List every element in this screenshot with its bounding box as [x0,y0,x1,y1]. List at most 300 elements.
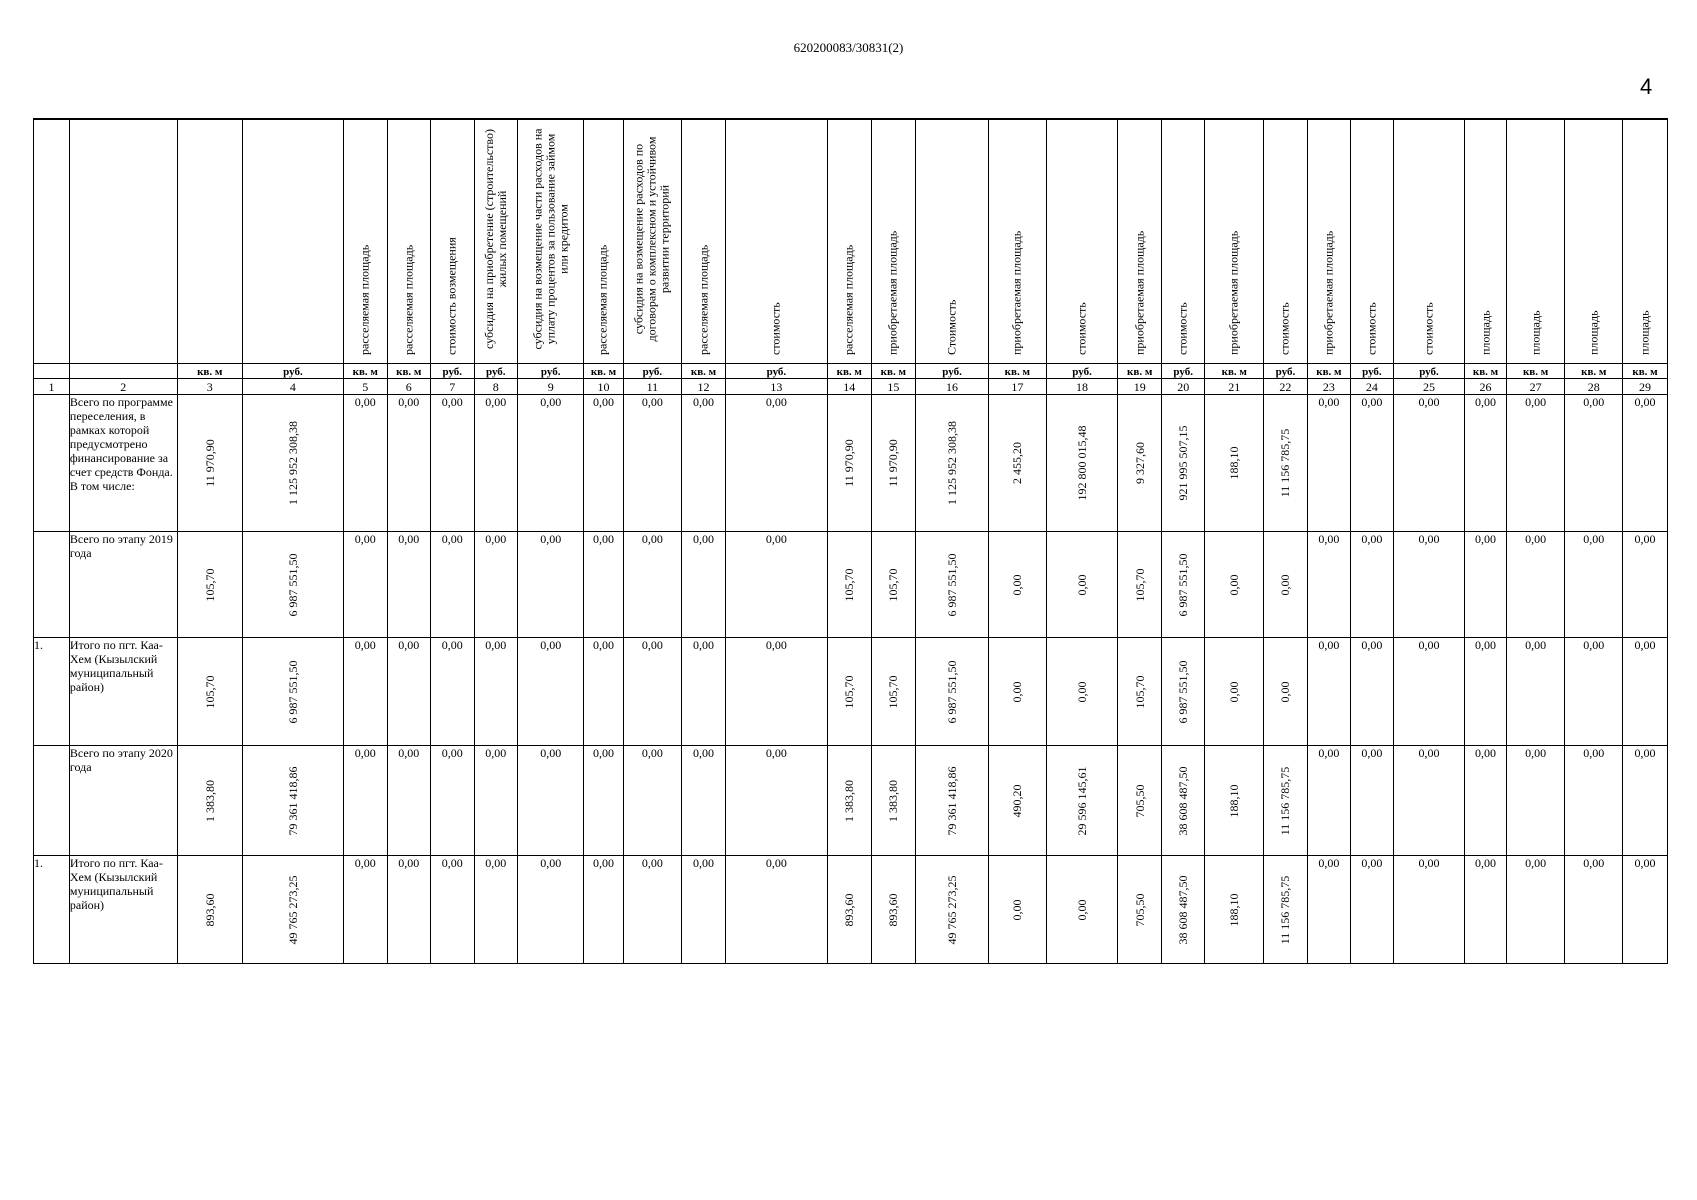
zero-value: 0,00 [474,532,518,638]
column-number: 6 [387,379,431,395]
zero-value: 0,00 [623,638,682,746]
column-header-8 [474,119,518,364]
column-number: 11 [623,379,682,395]
unit-cell: руб. [725,364,827,379]
column-header-label: расселяемая площадь [401,244,416,355]
zero-value: 0,00 [584,638,623,746]
column-header-14 [828,119,872,364]
zero-value: 0,00 [623,395,682,532]
zero-value: 0,00 [1307,638,1351,746]
row-label: Всего по программе переселения, в рамках которой предусмотрено финансирование за счет средств Фонда. В том числе: [69,395,177,532]
column-number: 8 [474,379,518,395]
column-number: 15 [871,379,916,395]
value: 105,70 [1132,568,1147,601]
cell-c21 [1205,395,1264,532]
cell-c17 [988,856,1046,964]
cell-c14 [828,638,872,746]
value: 490,20 [1010,784,1025,817]
column-header-label: расселяемая площадь [357,244,372,355]
column-header-27 [1506,119,1565,364]
unit-cell: руб. [1161,364,1205,379]
column-header-22 [1264,119,1308,364]
column-header-17 [988,119,1046,364]
zero-value: 0,00 [431,746,475,856]
column-header-label: стоимость [1364,302,1379,355]
column-header-29 [1623,119,1668,364]
column-number: 25 [1393,379,1465,395]
zero-value: 0,00 [682,638,726,746]
column-header-23 [1307,119,1351,364]
unit-cell: руб. [518,364,584,379]
zero-value: 0,00 [1393,638,1465,746]
unit-cell: кв. м [682,364,726,379]
column-header-label: площадь [1528,310,1543,355]
column-header-label: Стоимость [944,299,959,355]
value: 11 970,90 [842,439,857,487]
cell-c21 [1205,856,1264,964]
value: 705,50 [1132,893,1147,926]
value: 921 995 507,15 [1176,425,1191,501]
row-index [34,532,70,638]
zero-value: 0,00 [1565,638,1623,746]
zero-value: 0,00 [474,638,518,746]
unit-cell: руб. [623,364,682,379]
value: 0,00 [1075,574,1090,595]
zero-value: 0,00 [1307,856,1351,964]
zero-value: 0,00 [1307,395,1351,532]
zero-value: 0,00 [1623,532,1668,638]
column-number: 14 [828,379,872,395]
table-row [34,746,1668,856]
zero-value: 0,00 [1351,856,1393,964]
zero-value: 0,00 [431,532,475,638]
value: 0,00 [1278,574,1293,595]
cell-c17 [988,746,1046,856]
zero-value: 0,00 [1565,746,1623,856]
zero-value: 0,00 [725,746,827,856]
unit-cell: кв. м [1506,364,1565,379]
value: 705,50 [1132,784,1147,817]
column-header-16 [916,119,989,364]
zero-value: 0,00 [387,638,431,746]
page-number: 4 [1640,74,1653,99]
unit-cell [34,364,70,379]
value: 0,00 [1075,681,1090,702]
value: 105,70 [202,675,217,708]
column-number: 28 [1565,379,1623,395]
unit-cell: руб. [431,364,475,379]
column-number: 16 [916,379,989,395]
cell-c21 [1205,746,1264,856]
column-number: 2 [69,379,177,395]
data-table [33,118,1668,964]
value: 11 156 785,75 [1278,766,1293,835]
zero-value: 0,00 [431,395,475,532]
unit-cell: руб. [916,364,989,379]
value: 9 327,60 [1132,442,1147,484]
cell-c19 [1118,746,1162,856]
cell-c22 [1264,532,1308,638]
value: 29 596 145,61 [1075,766,1090,835]
column-number: 27 [1506,379,1565,395]
value: 1 125 952 308,38 [945,421,960,505]
column-header-label: расселяемая площадь [696,244,711,355]
cell-c22 [1264,856,1308,964]
zero-value: 0,00 [1623,638,1668,746]
column-header-24 [1351,119,1393,364]
zero-value: 0,00 [682,532,726,638]
zero-value: 0,00 [387,395,431,532]
cell-c19 [1118,856,1162,964]
cell-c19 [1118,395,1162,532]
zero-value: 0,00 [1465,532,1506,638]
column-number: 10 [584,379,623,395]
value: 0,00 [1227,681,1242,702]
column-header-5 [344,119,388,364]
cell-c3 [177,638,242,746]
column-header-label: субсидия на возмещение части расходов на уплату процентов за пользование займом или кредитом [530,128,571,350]
zero-value: 0,00 [1623,746,1668,856]
zero-value: 0,00 [584,856,623,964]
cell-c14 [828,532,872,638]
unit-cell: руб. [1264,364,1308,379]
zero-value: 0,00 [725,395,827,532]
zero-value: 0,00 [1351,395,1393,532]
zero-value: 0,00 [1565,856,1623,964]
zero-value: 0,00 [584,532,623,638]
cell-c15 [871,746,916,856]
cell-c22 [1264,638,1308,746]
zero-value: 0,00 [518,638,584,746]
value: 1 125 952 308,38 [285,421,300,505]
zero-value: 0,00 [1465,746,1506,856]
cell-c20 [1161,638,1205,746]
cell-c15 [871,532,916,638]
value: 49 765 273,25 [945,875,960,944]
value: 192 800 015,48 [1075,425,1090,501]
row-label: Всего по этапу 2019 года [69,532,177,638]
row-index: 1. [34,638,70,746]
cell-c20 [1161,856,1205,964]
cell-c15 [871,856,916,964]
zero-value: 0,00 [1393,395,1465,532]
column-header-label: стоимость [768,302,783,355]
cell-c21 [1205,532,1264,638]
cell-c3 [177,856,242,964]
unit-cell: кв. м [1118,364,1162,379]
column-header-12 [682,119,726,364]
zero-value: 0,00 [431,638,475,746]
cell-c18 [1046,856,1118,964]
value: 0,00 [1010,574,1025,595]
unit-cell: кв. м [584,364,623,379]
cell-c17 [988,532,1046,638]
column-number: 19 [1118,379,1162,395]
row-label: Итого по пгт. Каа-Хем (Кызылский муниципальный район) [69,856,177,964]
row-index [34,746,70,856]
zero-value: 0,00 [1393,532,1465,638]
column-number-row [34,379,1668,395]
unit-cell: руб. [1351,364,1393,379]
row-label: Всего по этапу 2020 года [69,746,177,856]
value: 893,60 [202,893,217,926]
column-header-25 [1393,119,1465,364]
value: 893,60 [842,893,857,926]
zero-value: 0,00 [474,746,518,856]
header-row [34,119,1668,364]
column-header-26 [1465,119,1506,364]
row-label: Итого по пгт. Каа-Хем (Кызылский муниципальный район) [69,638,177,746]
value: 38 608 487,50 [1176,766,1191,835]
column-header-21 [1205,119,1264,364]
column-number: 23 [1307,379,1351,395]
value: 188,10 [1227,893,1242,926]
cell-c18 [1046,638,1118,746]
cell-c19 [1118,532,1162,638]
unit-cell: кв. м [344,364,388,379]
value: 105,70 [842,675,857,708]
value: 49 765 273,25 [285,875,300,944]
column-header-label: расселяемая площадь [595,244,610,355]
value: 0,00 [1227,574,1242,595]
cell-c21 [1205,638,1264,746]
cell-c14 [828,395,872,532]
column-header-label: стоимость возмещения [444,237,459,355]
value: 38 608 487,50 [1176,875,1191,944]
zero-value: 0,00 [725,638,827,746]
value: 11 970,90 [886,439,901,487]
zero-value: 0,00 [1307,532,1351,638]
cell-c22 [1264,395,1308,532]
unit-cell: кв. м [988,364,1046,379]
column-header-28 [1565,119,1623,364]
unit-cell: кв. м [1623,364,1668,379]
zero-value: 0,00 [518,746,584,856]
column-number: 3 [177,379,242,395]
zero-value: 0,00 [344,638,388,746]
cell-c4 [242,856,343,964]
column-header-6 [387,119,431,364]
value: 6 987 551,50 [945,553,960,616]
cell-c18 [1046,532,1118,638]
column-header-label: субсидия на возмещение расходов по договорам о комплексном и устойчивом развитии территорий [631,136,672,342]
unit-cell: кв. м [871,364,916,379]
cell-c15 [871,638,916,746]
zero-value: 0,00 [1393,856,1465,964]
value: 6 987 551,50 [945,660,960,723]
column-header-label: приобретаемая площадь [885,230,900,355]
zero-value: 0,00 [1465,395,1506,532]
zero-value: 0,00 [682,746,726,856]
column-header-9 [518,119,584,364]
value: 11 156 785,75 [1278,875,1293,944]
zero-value: 0,00 [725,532,827,638]
unit-cell: кв. м [1307,364,1351,379]
zero-value: 0,00 [623,746,682,856]
value: 105,70 [1132,675,1147,708]
value: 6 987 551,50 [285,553,300,616]
table-row [34,638,1668,746]
zero-value: 0,00 [584,395,623,532]
column-header-label: стоимость [1175,302,1190,355]
zero-value: 0,00 [1506,856,1565,964]
cell-c19 [1118,638,1162,746]
zero-value: 0,00 [1506,532,1565,638]
value: 105,70 [886,568,901,601]
column-number: 5 [344,379,388,395]
cell-c17 [988,395,1046,532]
zero-value: 0,00 [431,856,475,964]
unit-cell [69,364,177,379]
column-header-label: стоимость [1074,302,1089,355]
value: 0,00 [1278,681,1293,702]
zero-value: 0,00 [1506,395,1565,532]
value: 893,60 [886,893,901,926]
column-header-label: приобретаемая площадь [1009,230,1024,355]
zero-value: 0,00 [1351,746,1393,856]
zero-value: 0,00 [682,395,726,532]
zero-value: 0,00 [1506,746,1565,856]
unit-cell: кв. м [1565,364,1623,379]
value: 6 987 551,50 [285,660,300,723]
unit-cell: руб. [242,364,343,379]
cell-c17 [988,638,1046,746]
value: 0,00 [1010,899,1025,920]
unit-row [34,364,1668,379]
column-number: 18 [1046,379,1118,395]
cell-c16 [916,638,989,746]
unit-cell: руб. [1393,364,1465,379]
cell-c4 [242,395,343,532]
document-id: 620200083/30831(2) [793,40,904,55]
unit-cell: руб. [474,364,518,379]
zero-value: 0,00 [623,856,682,964]
column-header-13 [725,119,827,364]
cell-c22 [1264,746,1308,856]
value: 6 987 551,50 [1176,660,1191,723]
cell-c15 [871,395,916,532]
zero-value: 0,00 [518,856,584,964]
value: 0,00 [1010,681,1025,702]
value: 105,70 [202,568,217,601]
value: 11 156 785,75 [1278,428,1293,498]
value: 105,70 [842,568,857,601]
column-header-label: площадь [1478,310,1493,355]
cell-c16 [916,532,989,638]
cell-c20 [1161,746,1205,856]
column-header-20 [1161,119,1205,364]
cell-c14 [828,746,872,856]
zero-value: 0,00 [1465,638,1506,746]
zero-value: 0,00 [387,856,431,964]
value: 1 383,80 [202,779,217,822]
zero-value: 0,00 [474,395,518,532]
column-header-label: площадь [1637,310,1652,355]
value: 2 455,20 [1010,442,1025,484]
column-header-label: приобретаемая площадь [1226,230,1241,355]
cell-c4 [242,746,343,856]
zero-value: 0,00 [682,856,726,964]
cell-c16 [916,746,989,856]
cell-c3 [177,532,242,638]
column-header-11 [623,119,682,364]
zero-value: 0,00 [1623,395,1668,532]
column-header-label: приобретаемая площадь [1132,230,1147,355]
zero-value: 0,00 [344,856,388,964]
zero-value: 0,00 [1623,856,1668,964]
column-number: 1 [34,379,70,395]
column-header-3 [177,119,242,364]
column-number: 4 [242,379,343,395]
table-row [34,856,1668,964]
column-number: 26 [1465,379,1506,395]
value: 188,10 [1227,446,1242,480]
column-header-label: приобретаемая площадь [1321,230,1336,355]
zero-value: 0,00 [344,746,388,856]
column-header-label: площадь [1586,310,1601,355]
unit-cell: кв. м [1205,364,1264,379]
column-number: 20 [1161,379,1205,395]
zero-value: 0,00 [1465,856,1506,964]
cell-c3 [177,395,242,532]
table-row [34,532,1668,638]
unit-cell: кв. м [828,364,872,379]
cell-c16 [916,395,989,532]
cell-c4 [242,638,343,746]
cell-c20 [1161,532,1205,638]
column-header-1 [34,119,70,364]
zero-value: 0,00 [1351,638,1393,746]
column-header-18 [1046,119,1118,364]
unit-cell: кв. м [1465,364,1506,379]
zero-value: 0,00 [623,532,682,638]
zero-value: 0,00 [1565,532,1623,638]
cell-c20 [1161,395,1205,532]
cell-c16 [916,856,989,964]
row-index [34,395,70,532]
column-number: 29 [1623,379,1668,395]
unit-cell: руб. [1046,364,1118,379]
column-number: 17 [988,379,1046,395]
zero-value: 0,00 [344,532,388,638]
column-header-15 [871,119,916,364]
value: 0,00 [1075,899,1090,920]
value: 1 383,80 [842,779,857,822]
cell-c14 [828,856,872,964]
zero-value: 0,00 [1565,395,1623,532]
zero-value: 0,00 [387,746,431,856]
column-number: 12 [682,379,726,395]
column-header-2 [69,119,177,364]
column-header-10 [584,119,623,364]
zero-value: 0,00 [725,856,827,964]
column-header-label: стоимость [1277,302,1292,355]
zero-value: 0,00 [1307,746,1351,856]
value: 79 361 418,86 [285,766,300,835]
column-header-4 [242,119,343,364]
column-header-19 [1118,119,1162,364]
value: 79 361 418,86 [945,766,960,835]
cell-c18 [1046,746,1118,856]
column-number: 13 [725,379,827,395]
column-number: 7 [431,379,475,395]
column-header-label: расселяемая площадь [841,244,856,355]
zero-value: 0,00 [474,856,518,964]
zero-value: 0,00 [1351,532,1393,638]
column-number: 24 [1351,379,1393,395]
unit-cell: кв. м [177,364,242,379]
value: 105,70 [886,675,901,708]
